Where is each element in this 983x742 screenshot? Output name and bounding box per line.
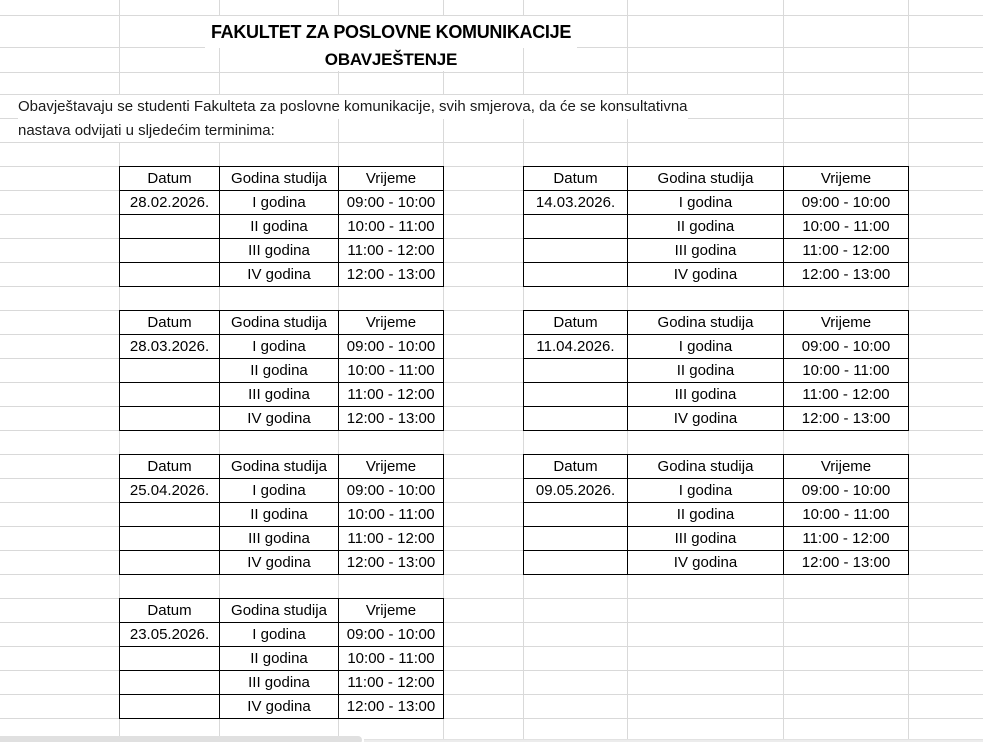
schedule-row (524, 263, 909, 287)
header-cell-godina-studija[interactable]: Godina studija (220, 167, 339, 191)
time-cell[interactable]: 12:00 - 13:00 (339, 263, 444, 287)
header-cell-vrijeme[interactable]: Vrijeme (339, 455, 444, 479)
date-cell[interactable] (120, 551, 220, 575)
schedule-row (120, 479, 444, 503)
year-cell[interactable]: II godina (220, 647, 339, 671)
year-cell[interactable]: II godina (628, 359, 784, 383)
time-cell[interactable]: 11:00 - 12:00 (339, 383, 444, 407)
year-cell[interactable]: IV godina (628, 551, 784, 575)
header-cell-datum[interactable]: Datum (120, 599, 220, 623)
date-cell[interactable] (524, 239, 628, 263)
year-cell[interactable]: III godina (220, 671, 339, 695)
date-cell[interactable] (524, 503, 628, 527)
schedule-table (119, 310, 444, 431)
date-cell[interactable]: 23.05.2026. (120, 623, 220, 647)
date-cell[interactable] (524, 263, 628, 287)
time-cell[interactable]: 09:00 - 10:00 (784, 335, 909, 359)
time-cell[interactable]: 10:00 - 11:00 (784, 359, 909, 383)
header-cell-vrijeme[interactable]: Vrijeme (784, 311, 909, 335)
year-cell[interactable]: IV godina (628, 407, 784, 431)
date-cell[interactable] (524, 359, 628, 383)
header-cell-vrijeme[interactable]: Vrijeme (784, 455, 909, 479)
header-cell-godina-studija[interactable]: Godina studija (628, 167, 784, 191)
date-cell[interactable] (120, 383, 220, 407)
date-cell[interactable] (524, 215, 628, 239)
schedule-row (524, 551, 909, 575)
year-cell[interactable]: IV godina (220, 263, 339, 287)
date-cell[interactable]: 28.02.2026. (120, 191, 220, 215)
time-cell[interactable]: 09:00 - 10:00 (784, 479, 909, 503)
grid-hline (0, 142, 983, 143)
date-cell[interactable] (120, 263, 220, 287)
schedule-header-row (120, 167, 444, 191)
time-cell[interactable]: 10:00 - 11:00 (339, 647, 444, 671)
time-cell[interactable]: 11:00 - 12:00 (784, 239, 909, 263)
date-cell[interactable] (120, 215, 220, 239)
document-subtitle[interactable]: OBAVJEŠTENJE (319, 48, 463, 71)
schedule-header-row (120, 599, 444, 623)
schedule-row (524, 359, 909, 383)
schedule-header-row (120, 455, 444, 479)
year-cell[interactable]: III godina (220, 383, 339, 407)
schedule-row (120, 263, 444, 287)
header-cell-godina-studija[interactable]: Godina studija (220, 455, 339, 479)
schedule-row (524, 335, 909, 359)
schedule-row (120, 671, 444, 695)
header-cell-datum[interactable]: Datum (524, 455, 628, 479)
schedule-row (120, 359, 444, 383)
schedule-row (120, 407, 444, 431)
schedule-row (120, 383, 444, 407)
schedule-row (120, 239, 444, 263)
year-cell[interactable]: I godina (220, 623, 339, 647)
time-cell[interactable]: 11:00 - 12:00 (339, 239, 444, 263)
date-cell[interactable] (120, 503, 220, 527)
schedule-row (120, 215, 444, 239)
schedule-row (120, 335, 444, 359)
year-cell[interactable]: II godina (220, 215, 339, 239)
time-cell[interactable]: 12:00 - 13:00 (339, 695, 444, 719)
schedule-table (119, 598, 444, 719)
date-cell[interactable] (524, 551, 628, 575)
schedule-row (524, 407, 909, 431)
header-cell-vrijeme[interactable]: Vrijeme (784, 167, 909, 191)
schedule-table (119, 166, 444, 287)
schedule-table (523, 310, 909, 431)
time-cell[interactable]: 10:00 - 11:00 (339, 215, 444, 239)
header-cell-datum[interactable]: Datum (120, 455, 220, 479)
year-cell[interactable]: III godina (628, 239, 784, 263)
header-cell-datum[interactable]: Datum (120, 167, 220, 191)
schedule-row (524, 239, 909, 263)
year-cell[interactable]: I godina (220, 191, 339, 215)
year-cell[interactable]: IV godina (220, 551, 339, 575)
grid-hline (0, 72, 983, 73)
intro-paragraph-line-2[interactable]: nastava odvijati u sljedećim terminima: (18, 119, 275, 142)
time-cell[interactable]: 12:00 - 13:00 (339, 407, 444, 431)
schedule-row (120, 503, 444, 527)
year-cell[interactable]: I godina (628, 191, 784, 215)
schedule-row (524, 527, 909, 551)
schedule-row (524, 215, 909, 239)
header-cell-godina-studija[interactable]: Godina studija (628, 311, 784, 335)
date-cell[interactable] (524, 383, 628, 407)
time-cell[interactable]: 11:00 - 12:00 (784, 383, 909, 407)
schedule-header-row (524, 311, 909, 335)
year-cell[interactable]: I godina (628, 479, 784, 503)
schedule-row (524, 479, 909, 503)
header-cell-godina-studija[interactable]: Godina studija (628, 455, 784, 479)
schedule-row (120, 551, 444, 575)
date-cell[interactable] (120, 407, 220, 431)
year-cell[interactable]: I godina (220, 335, 339, 359)
time-cell[interactable]: 10:00 - 11:00 (784, 215, 909, 239)
schedule-header-row (524, 167, 909, 191)
year-cell[interactable]: II godina (628, 503, 784, 527)
time-cell[interactable]: 10:00 - 11:00 (339, 503, 444, 527)
date-cell[interactable] (120, 671, 220, 695)
year-cell[interactable]: III godina (628, 383, 784, 407)
year-cell[interactable]: III godina (628, 527, 784, 551)
schedule-header-row (524, 455, 909, 479)
year-cell[interactable]: II godina (628, 215, 784, 239)
year-cell[interactable]: I godina (220, 479, 339, 503)
date-cell[interactable]: 09.05.2026. (524, 479, 628, 503)
header-cell-datum[interactable]: Datum (120, 311, 220, 335)
date-cell[interactable]: 14.03.2026. (524, 191, 628, 215)
time-cell[interactable]: 09:00 - 10:00 (339, 479, 444, 503)
schedule-row (524, 503, 909, 527)
time-cell[interactable]: 09:00 - 10:00 (339, 623, 444, 647)
time-cell[interactable]: 12:00 - 13:00 (784, 551, 909, 575)
time-cell[interactable]: 09:00 - 10:00 (339, 191, 444, 215)
date-cell[interactable]: 11.04.2026. (524, 335, 628, 359)
schedule-header-row (120, 311, 444, 335)
time-cell[interactable]: 11:00 - 12:00 (784, 527, 909, 551)
horizontal-scrollbar-thumb[interactable] (0, 736, 362, 742)
schedule-table (523, 166, 909, 287)
time-cell[interactable]: 12:00 - 13:00 (784, 407, 909, 431)
time-cell[interactable]: 09:00 - 10:00 (339, 335, 444, 359)
document-title[interactable]: FAKULTET ZA POSLOVNE KOMUNIKACIJE (205, 16, 577, 48)
year-cell[interactable]: IV godina (628, 263, 784, 287)
year-cell[interactable]: IV godina (220, 407, 339, 431)
time-cell[interactable]: 10:00 - 11:00 (784, 503, 909, 527)
time-cell[interactable]: 12:00 - 13:00 (784, 263, 909, 287)
year-cell[interactable]: III godina (220, 239, 339, 263)
schedule-row (120, 695, 444, 719)
header-cell-datum[interactable]: Datum (524, 167, 628, 191)
schedule-row (524, 383, 909, 407)
date-cell[interactable] (120, 647, 220, 671)
date-cell[interactable] (524, 527, 628, 551)
time-cell[interactable]: 09:00 - 10:00 (784, 191, 909, 215)
schedule-table (119, 454, 444, 575)
schedule-row (120, 647, 444, 671)
time-cell[interactable]: 11:00 - 12:00 (339, 671, 444, 695)
date-cell[interactable]: 28.03.2026. (120, 335, 220, 359)
schedule-row (120, 191, 444, 215)
schedule-row (120, 623, 444, 647)
date-cell[interactable] (120, 695, 220, 719)
year-cell[interactable]: IV godina (220, 695, 339, 719)
date-cell[interactable] (120, 239, 220, 263)
document-subtitle-row (0, 48, 782, 71)
year-cell[interactable]: II godina (220, 503, 339, 527)
intro-paragraph-line-1[interactable]: Obavještavaju se studenti Fakulteta za poslovne komunikacije, svih smjerova, da će se konsultativna (18, 95, 688, 119)
year-cell[interactable]: III godina (220, 527, 339, 551)
document-title-row (0, 16, 782, 48)
date-cell[interactable] (524, 407, 628, 431)
time-cell[interactable]: 11:00 - 12:00 (339, 527, 444, 551)
date-cell[interactable] (120, 527, 220, 551)
date-cell[interactable]: 25.04.2026. (120, 479, 220, 503)
header-cell-godina-studija[interactable]: Godina studija (220, 311, 339, 335)
schedule-row (524, 191, 909, 215)
header-cell-datum[interactable]: Datum (524, 311, 628, 335)
time-cell[interactable]: 10:00 - 11:00 (339, 359, 444, 383)
date-cell[interactable] (120, 359, 220, 383)
schedule-row (120, 527, 444, 551)
year-cell[interactable]: II godina (220, 359, 339, 383)
year-cell[interactable]: I godina (628, 335, 784, 359)
schedule-table (523, 454, 909, 575)
header-cell-godina-studija[interactable]: Godina studija (220, 599, 339, 623)
time-cell[interactable]: 12:00 - 13:00 (339, 551, 444, 575)
header-cell-vrijeme[interactable]: Vrijeme (339, 167, 444, 191)
header-cell-vrijeme[interactable]: Vrijeme (339, 599, 444, 623)
header-cell-vrijeme[interactable]: Vrijeme (339, 311, 444, 335)
